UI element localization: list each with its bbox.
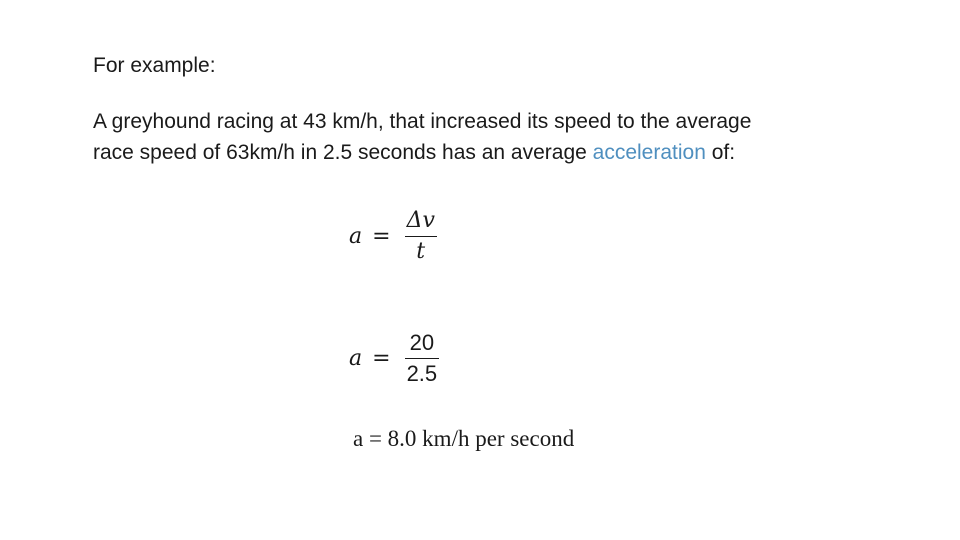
equation-lhs: a: [349, 346, 363, 371]
fraction-numerator: Δv: [406, 208, 435, 233]
paragraph-line-2: [93, 137, 751, 168]
paragraph-line-2-suffix: of:: [705, 141, 736, 164]
equation-lhs: a: [349, 224, 363, 249]
fraction-numerator: 20: [409, 330, 435, 355]
paragraph-line-2-prefix: race speed of 63km/h in 2.5 seconds has an average: [93, 141, 593, 164]
acceleration-keyword: acceleration: [592, 141, 706, 164]
example-paragraph: [93, 106, 751, 168]
fraction: [405, 208, 437, 265]
fraction: [405, 330, 440, 387]
equals-sign: =: [372, 224, 391, 249]
equals-sign: =: [372, 346, 391, 371]
fraction-bar: [405, 236, 437, 237]
paragraph-line-1: A greyhound racing at 43 km/h, that increased its speed to the average: [93, 110, 752, 133]
equation-formula: [349, 208, 437, 265]
equation-substituted: [349, 330, 439, 387]
slide-heading: For example:: [93, 54, 216, 77]
fraction-bar: [405, 358, 440, 359]
fraction-denominator: t: [416, 239, 426, 264]
fraction-denominator: 2.5: [406, 361, 438, 386]
result-line: a = 8.0 km/h per second: [353, 426, 575, 451]
